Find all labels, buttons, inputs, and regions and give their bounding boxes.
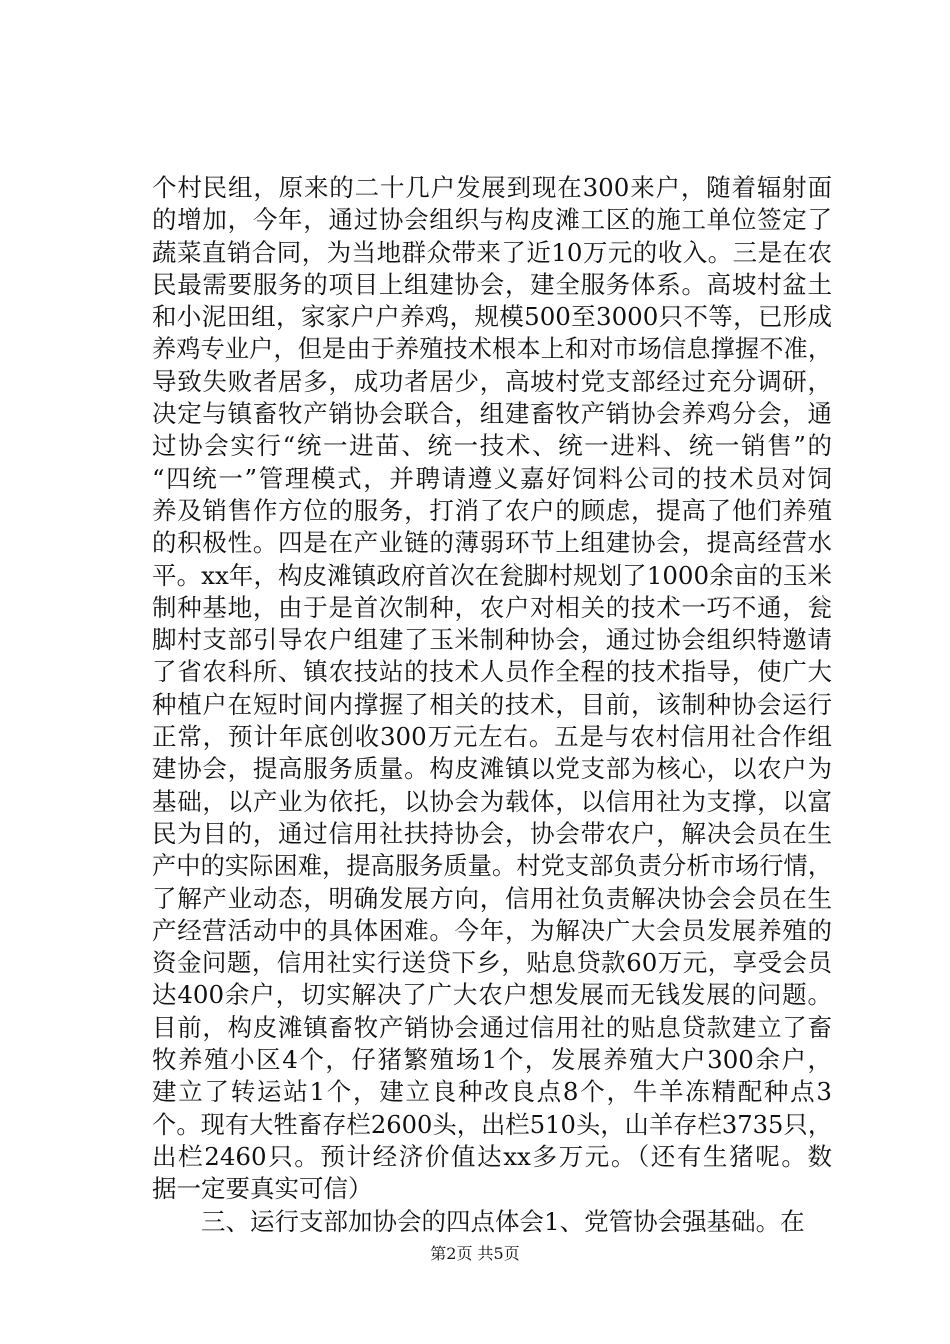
- text-line: 民最需要服务的项目上组建协会，建全服务体系。高坡村盆土: [152, 269, 832, 299]
- page-number-label: 第2页 共5页: [430, 1244, 520, 1263]
- text-line: 了解产业动态，明确发展方向，信用社负责解决协会会员在生: [152, 883, 832, 913]
- text-line: 正常，预计年底创收300万元左右。五是与农村信用社合作组: [152, 722, 832, 752]
- text-line: 民为目的，通过信用社扶持协会，协会带农户，解决会员在生: [152, 818, 832, 848]
- text-line: 产经营活动中的具体困难。今年，为解决广大会员发展养殖的: [152, 915, 832, 945]
- text-line: “四统一”管理模式，并聘请遵义嘉好饲料公司的技术员对饲: [152, 463, 832, 493]
- text-line: 个村民组，原来的二十几户发展到现在300来户，随着辐射面: [152, 173, 832, 202]
- page-footer: [0, 1244, 950, 1264]
- text-line: 了省农科所、镇农技站的技术人员作全程的技术指导，使广大: [152, 657, 832, 687]
- text-line: 目前，构皮滩镇畜牧产销协会通过信用社的贴息贷款建立了畜: [152, 1012, 832, 1042]
- text-line: 平。xx年，构皮滩镇政府首次在瓮脚村规划了1000余亩的玉米: [152, 560, 832, 590]
- text-line: 建立了转运站1个，建立良种改良点8个，牛羊冻精配种点3: [152, 1077, 832, 1107]
- text-line: 产中的实际困难，提高服务质量。村党支部负责分析市场行情，: [152, 852, 832, 881]
- text-line: 过协会实行“统一进苗、统一技术、统一进料、统一销售”的: [152, 431, 832, 461]
- text-line: 基础，以产业为依托，以协会为载体，以信用社为支撑，以富: [152, 786, 832, 816]
- body-text: [152, 172, 832, 1238]
- text-line: 建协会，提高服务质量。构皮滩镇以党支部为核心，以农户为: [152, 754, 832, 784]
- text-line: 牧养殖小区4个，仔猪繁殖场1个，发展养殖大户300余户，: [152, 1045, 832, 1075]
- text-line: 决定与镇畜牧产销协会联合，组建畜牧产销协会养鸡分会，通: [152, 399, 832, 429]
- text-line: 和小泥田组，家家户户养鸡，规模500至3000只不等，已形成: [152, 302, 832, 332]
- text-line: 养鸡专业户，但是由于养殖技术根本上和对市场信息撑握不准，: [152, 335, 832, 364]
- text-line: 的增加，今年，通过协会组织与构皮滩工区的施工单位签定了: [152, 205, 832, 235]
- text-line: 种植户在短时间内撑握了相关的技术，目前，该制种协会运行: [152, 689, 832, 719]
- text-line: 资金问题，信用社实行送贷下乡，贴息贷款60万元，享受会员: [152, 948, 832, 978]
- text-line: 达400余户，切实解决了广大农户想发展而无钱发展的问题。: [152, 980, 832, 1010]
- text-line: 出栏2460只。预计经济价值达xx多万元。（还有生猪呢。数: [152, 1141, 832, 1171]
- text-line: 导致失败者居多，成功者居少，高坡村党支部经过充分调研，: [152, 366, 832, 396]
- text-line: 三、运行支部加协会的四点体会1、党管协会强基础。在: [152, 1206, 805, 1236]
- text-line: 个。现有大牲畜存栏2600头，出栏510头，山羊存栏3735只，: [152, 1110, 832, 1139]
- text-line: 蔬菜直销合同，为当地群众带来了近10万元的收入。三是在农: [152, 237, 832, 267]
- text-line: 养及销售作方位的服务，打消了农户的顾虑，提高了他们养殖: [152, 495, 832, 525]
- text-line: 的积极性。四是在产业链的薄弱环节上组建协会，提高经营水: [152, 528, 832, 558]
- text-line: 制种基地，由于是首次制种，农户对相关的技术一巧不通，瓮: [152, 592, 832, 622]
- text-line: 脚村支部引导农户组建了玉米制种协会，通过协会组织特邀请: [152, 625, 832, 655]
- text-line: 据一定要真实可信）: [152, 1174, 373, 1204]
